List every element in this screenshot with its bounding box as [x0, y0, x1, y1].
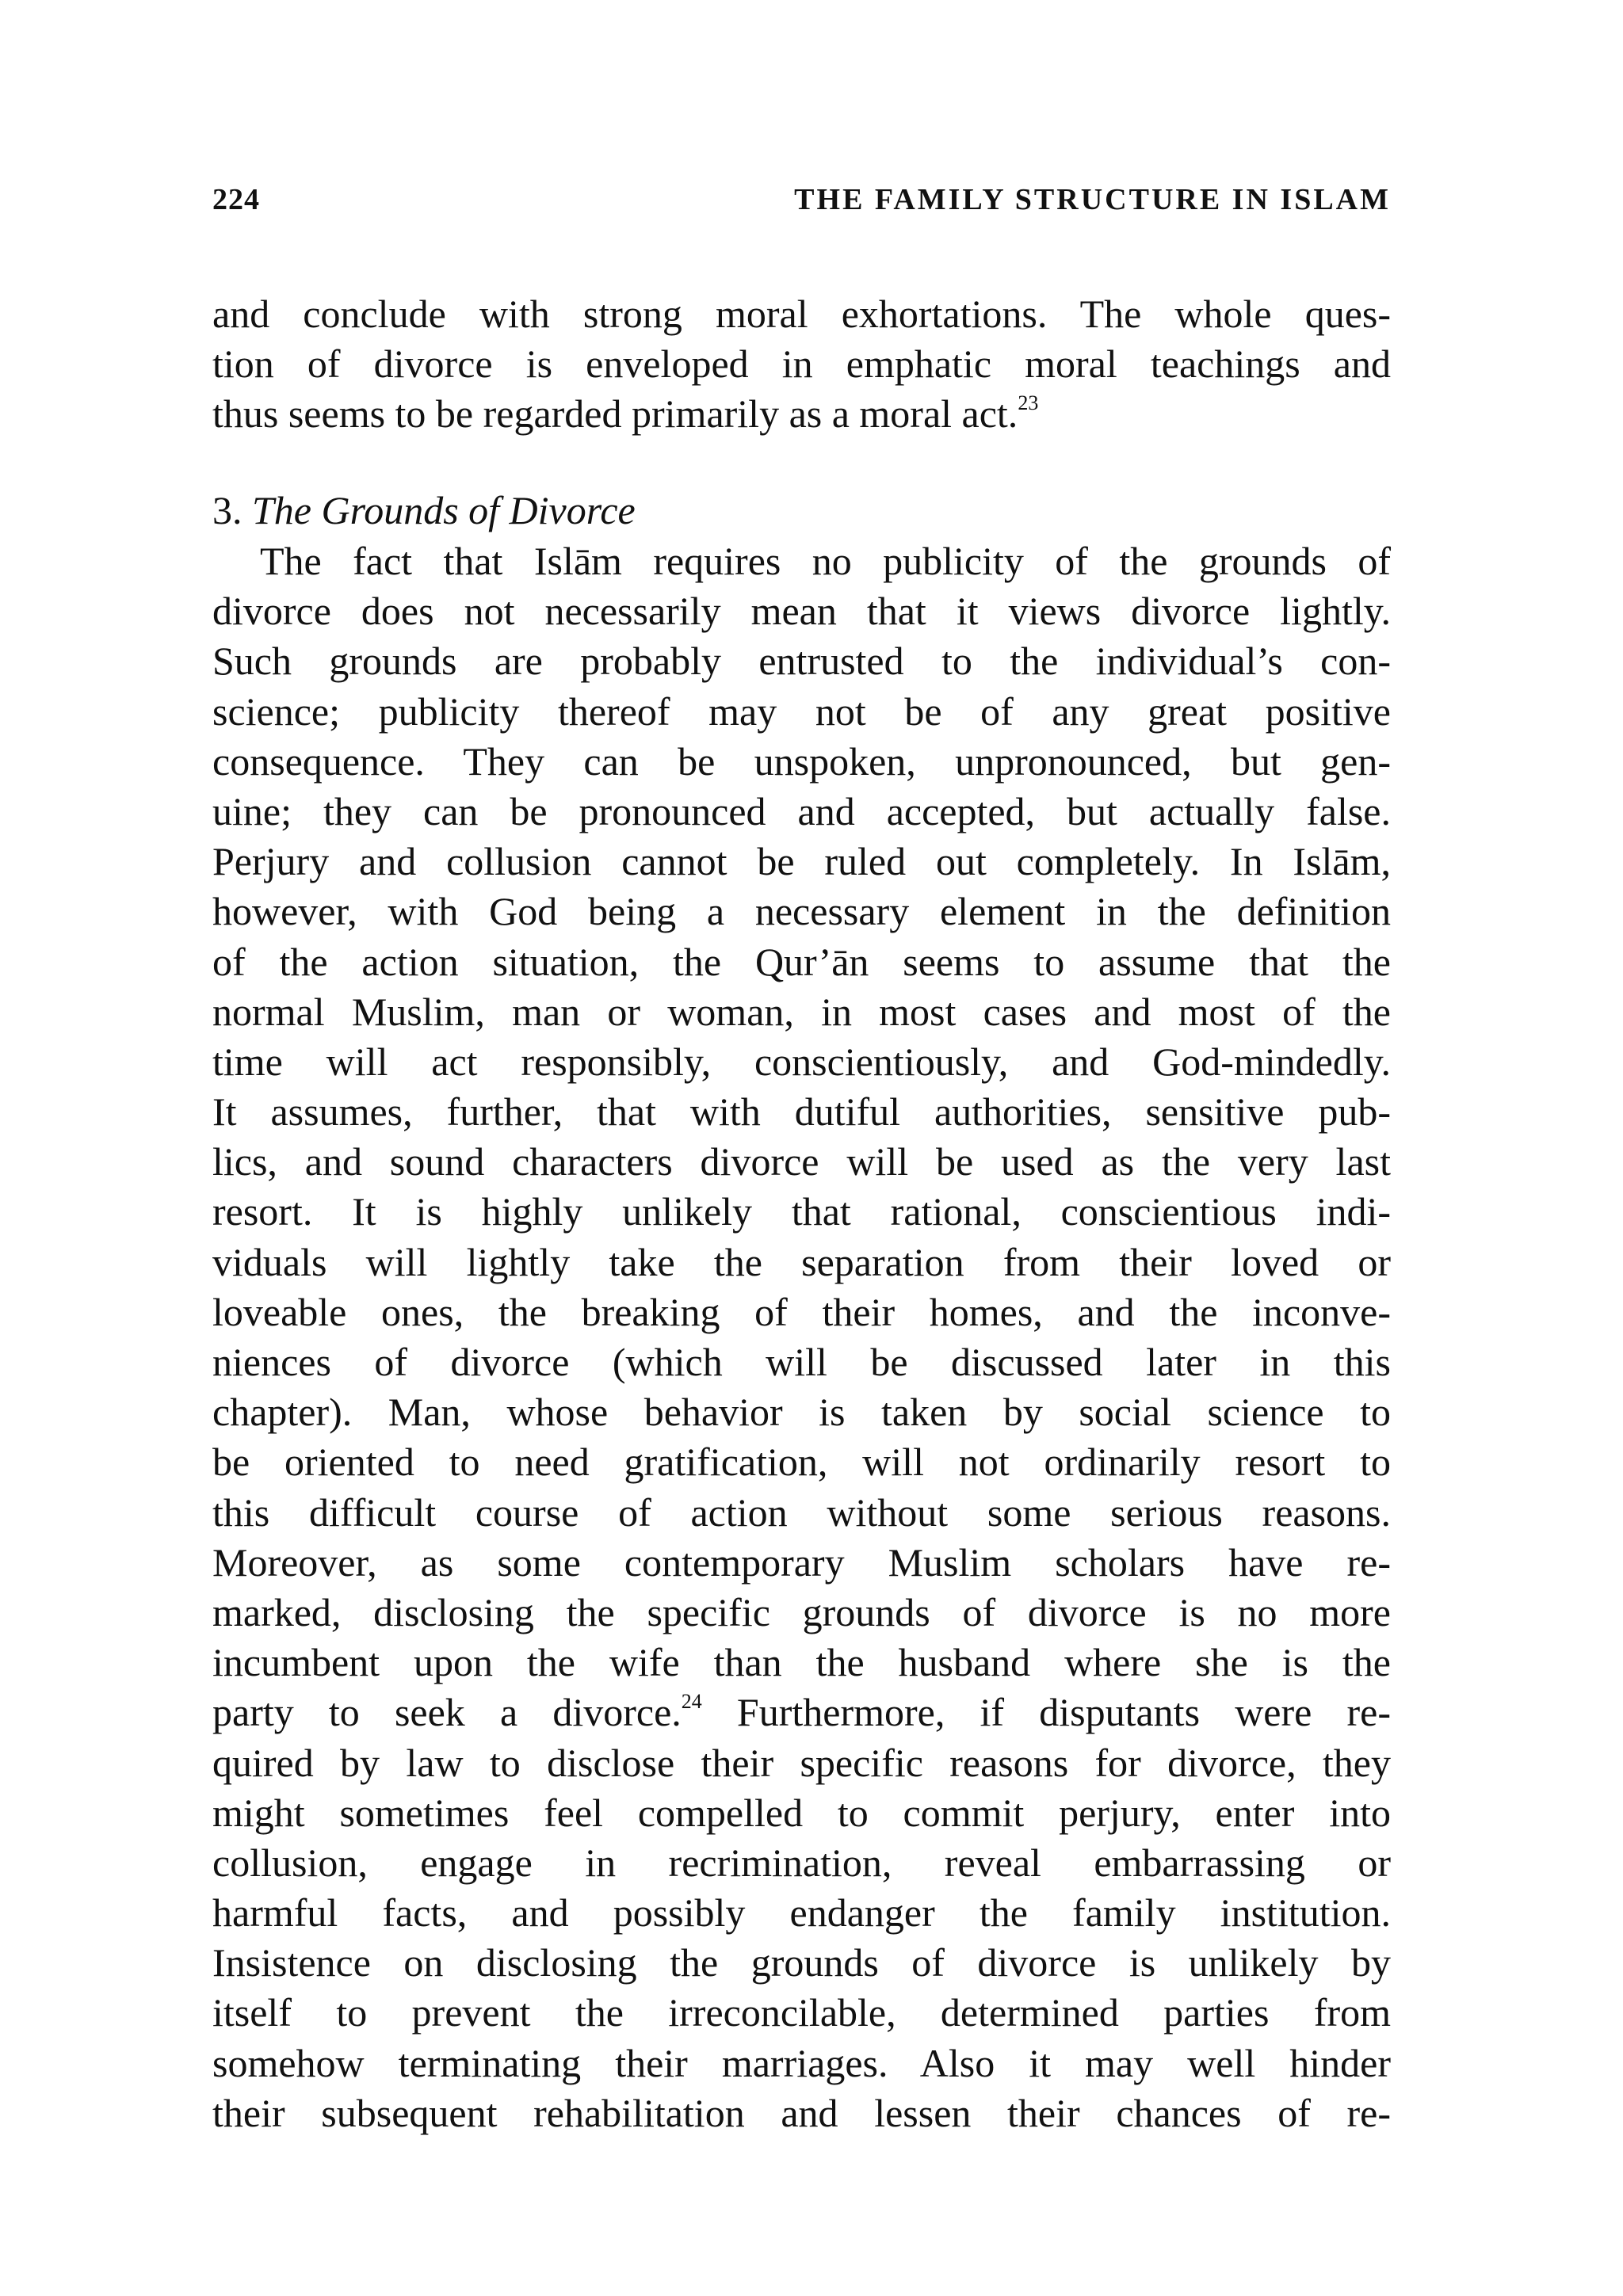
text-line-content: thus seems to be regarded primarily as a moral act.: [212, 391, 1018, 437]
text-line: The fact that Islām requires no publicity of the grounds of: [260, 539, 1391, 583]
text-line: normal Muslim, man or woman, in most cases and most of the: [212, 989, 1391, 1034]
text-line-content: party to seek a divorce.: [212, 1690, 682, 1735]
text-line: of the action situation, the Qur’ān seems to assume that the: [212, 939, 1391, 984]
text-line: harmful facts, and possibly endanger the family institution.: [212, 1890, 1391, 1936]
text-line: viduals will lightly take the separation from their loved or: [212, 1239, 1391, 1284]
text-line: niences of divorce (which will be discussed later in this: [212, 1340, 1391, 1384]
section-heading: [212, 485, 636, 536]
text-line: loveable ones, the breaking of their homes, and the inconve-: [212, 1289, 1391, 1334]
footnote-ref: 24: [681, 1690, 702, 1714]
section-number: 3.: [212, 488, 242, 532]
text-line: be oriented to need gratification, will not ordinarily resort to: [212, 1440, 1391, 1485]
text-line: time will act responsibly, conscientiously, and God-mindedly.: [212, 1039, 1391, 1084]
text-line: lics, and sound characters divorce will be used as the very last: [212, 1139, 1391, 1184]
text-line: Insistence on disclosing the grounds of divorce is unlikely by: [212, 1940, 1391, 1985]
body-paragraph: [212, 536, 1391, 2138]
text-line: this difficult course of action without some serious reasons.: [212, 1489, 1391, 1535]
text-line: however, with God being a necessary element in the definition: [212, 889, 1391, 934]
page-header: [212, 182, 1391, 230]
text-line: might sometimes feel compelled to commit perjury, enter into: [212, 1790, 1391, 1835]
text-line: Perjury and collusion cannot be ruled out completely. In Islām,: [212, 839, 1391, 884]
text-line: Such grounds are probably entrusted to the individual’s con-: [212, 639, 1391, 684]
text-line: consequence. They can be unspoken, unpronounced, but gen-: [212, 738, 1391, 784]
text-line: [212, 389, 1391, 439]
text-line: uine; they can be pronounced and accepted, but actually false.: [212, 788, 1391, 833]
intro-paragraph: [212, 289, 1391, 440]
text-line: divorce does not necessarily mean that it views divorce lightly.: [212, 589, 1391, 634]
text-line: itself to prevent the irreconcilable, determined parties from: [212, 1990, 1391, 2035]
text-line-content: Furthermore, if disputants were re-: [701, 1690, 1391, 1735]
text-line: Moreover, as some contemporary Muslim scholars have re-: [212, 1539, 1391, 1585]
text-line: their subsequent rehabilitation and lessen their chances of re-: [212, 2090, 1391, 2135]
text-line: [212, 1688, 1391, 1737]
text-line: marked, disclosing the specific grounds of divorce is no more: [212, 1589, 1391, 1634]
text-line: resort. It is highly unlikely that rational, conscientious indi-: [212, 1189, 1391, 1234]
text-line: chapter). Man, whose behavior is taken by social science to: [212, 1390, 1391, 1435]
page-number: 224: [212, 183, 260, 216]
text-line: collusion, engage in recrimination, reveal embarrassing or: [212, 1840, 1391, 1885]
running-title: THE FAMILY STRUCTURE IN ISLAM: [794, 183, 1391, 216]
text-line: tion of divorce is enveloped in emphatic moral teachings and: [212, 341, 1391, 387]
text-line: incumbent upon the wife than the husband where she is the: [212, 1640, 1391, 1685]
section-title: The Grounds of Divorce: [252, 488, 636, 532]
text-line: somehow terminating their marriages. Also it may well hinder: [212, 2040, 1391, 2085]
text-line: and conclude with strong moral exhortations. The whole ques-: [212, 292, 1391, 336]
text-line: It assumes, further, that with dutiful authorities, sensitive pub-: [212, 1089, 1391, 1135]
footnote-ref: 23: [1018, 391, 1039, 415]
text-line: quired by law to disclose their specific reasons for divorce, they: [212, 1740, 1391, 1785]
text-line: science; publicity thereof may not be of any great positive: [212, 688, 1391, 734]
